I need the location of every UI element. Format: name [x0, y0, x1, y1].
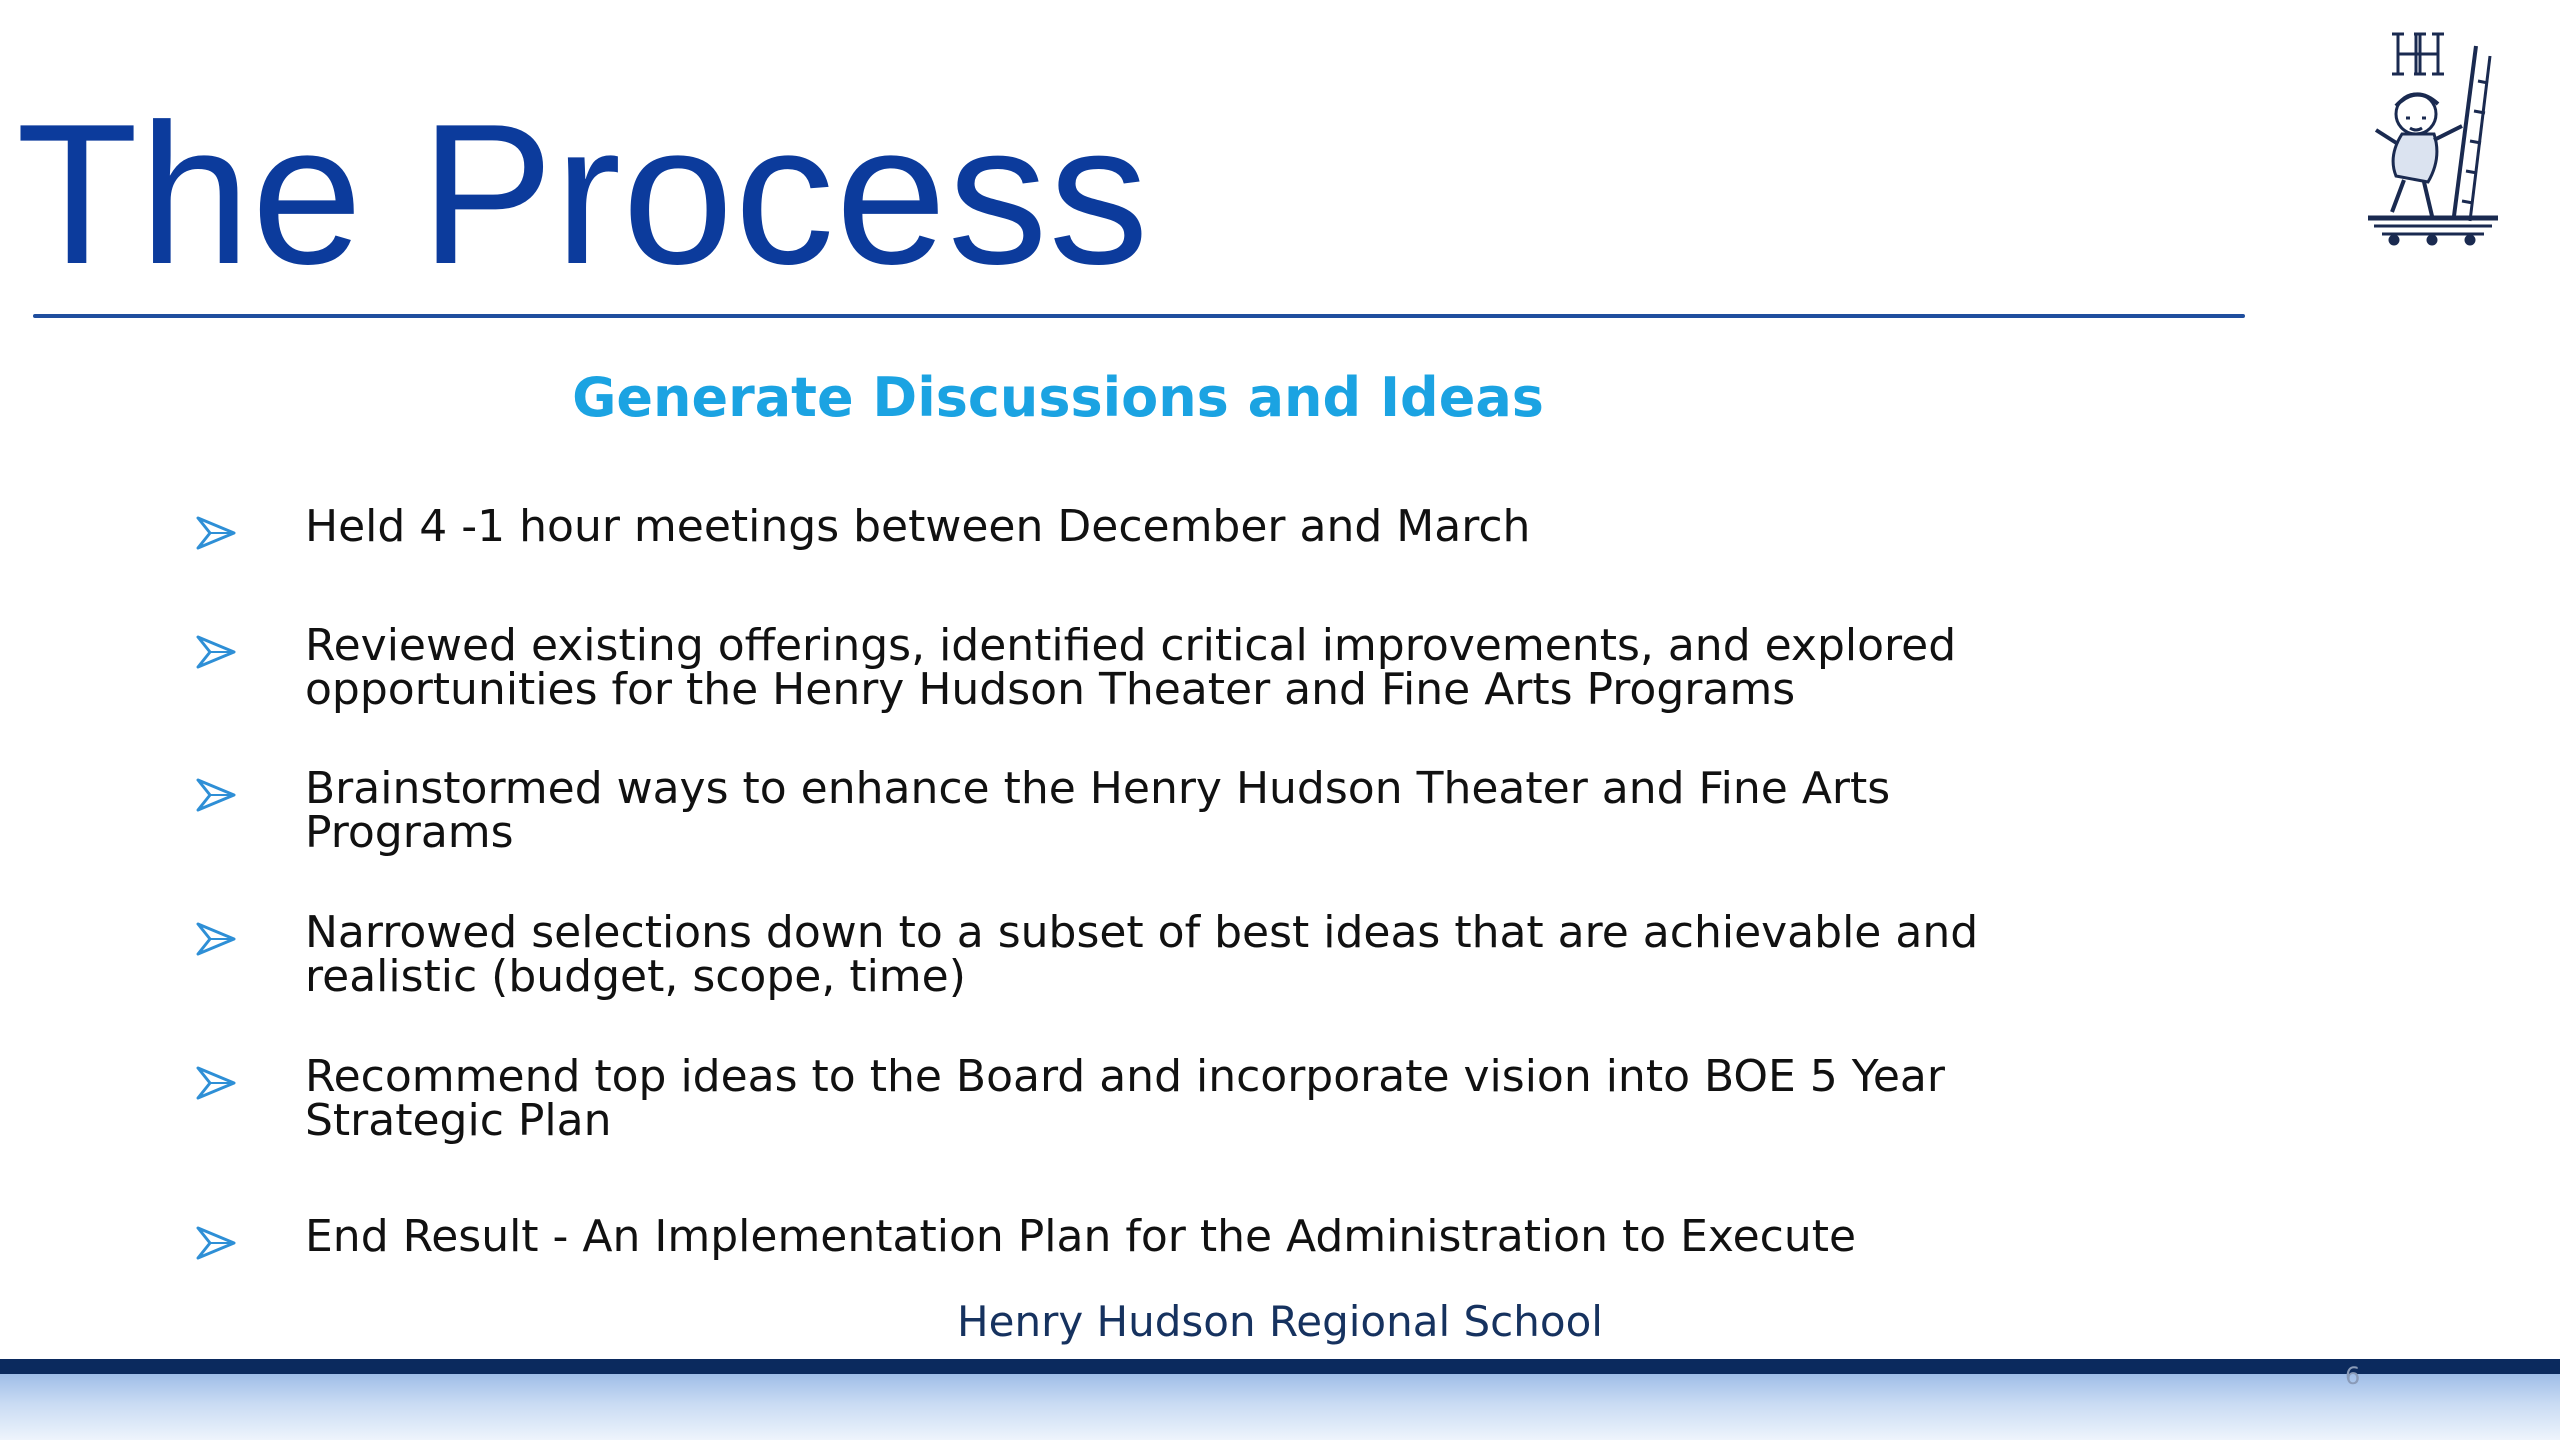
arrow-bullet-icon: [196, 777, 236, 813]
arrow-bullet-icon: [196, 921, 236, 957]
bullet-text: Recommend top ideas to the Board and incorporate vision into BOE 5 Year Strategic Plan: [305, 1051, 1945, 1146]
arrow-bullet-icon: [196, 515, 236, 551]
section-subtitle: Generate Discussions and Ideas: [572, 366, 1544, 429]
bullet-text: End Result - An Implementation Plan for the Administration to Execute: [305, 1211, 1857, 1262]
page-number: 6: [2345, 1362, 2361, 1390]
arrow-bullet-icon: [196, 1065, 236, 1101]
slide-title: The Process: [16, 83, 1150, 306]
bullet-text: Reviewed existing offerings, identified critical improvements, and explored opportunities for the Henry Hudson Theater and Fine Arts Programs: [305, 620, 1957, 715]
footer-gradient-band: [0, 1374, 2560, 1440]
bullet-text: Narrowed selections down to a subset of best ideas that are achievable and realistic (budget, scope, time): [305, 907, 1979, 1002]
bullet-text: Held 4 -1 hour meetings between December and March: [305, 501, 1531, 552]
arrow-bullet-icon: [196, 634, 236, 670]
footer-school-name: Henry Hudson Regional School: [957, 1297, 1603, 1346]
footer-bar: [0, 1359, 2560, 1374]
bullet-text: Brainstormed ways to enhance the Henry Hudson Theater and Fine Arts Programs: [305, 763, 1891, 858]
arrow-bullet-icon: [196, 1225, 236, 1261]
